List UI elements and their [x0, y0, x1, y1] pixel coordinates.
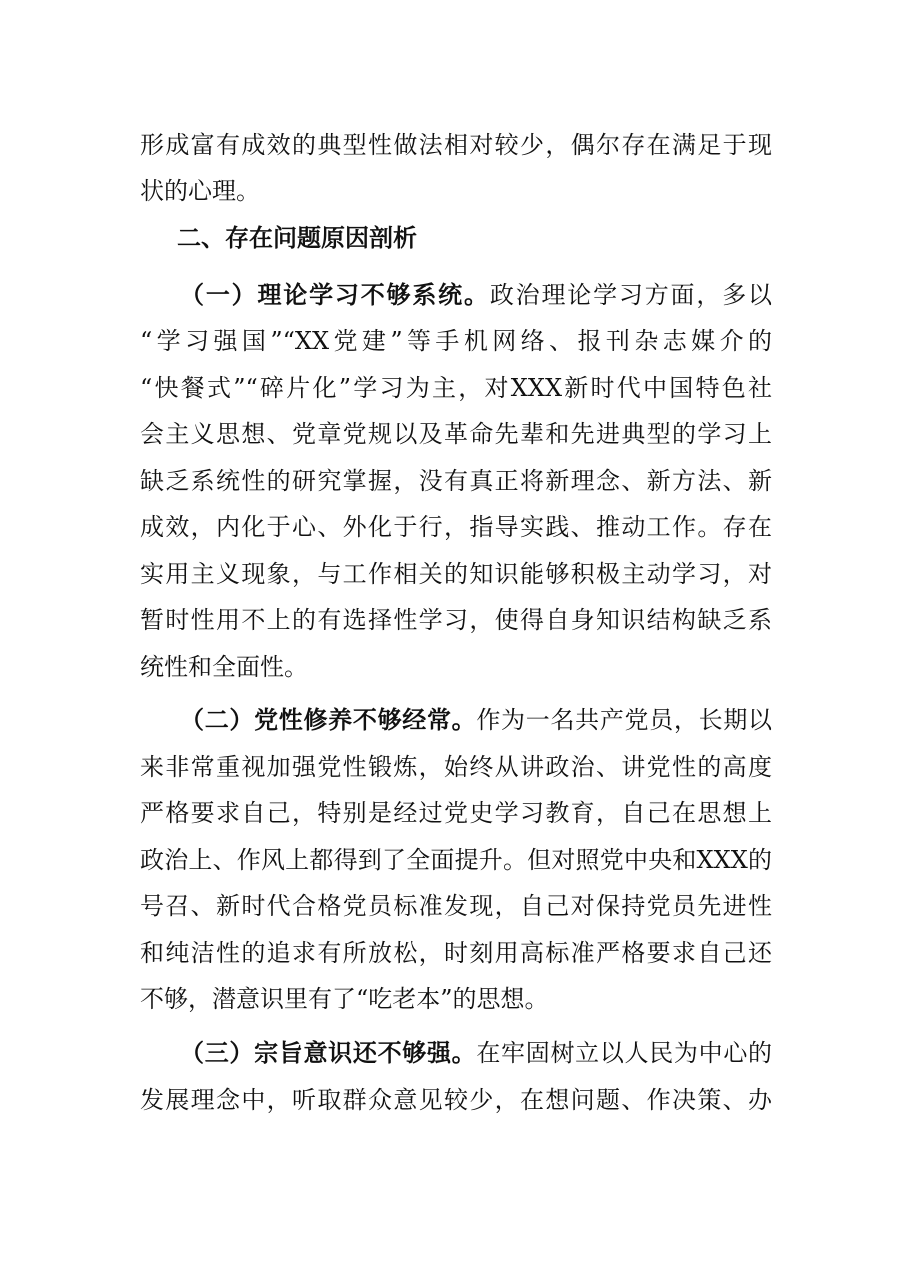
paragraph-line: “快餐式”“碎片化”学习为主，对XXX新时代中国特色社 [140, 374, 772, 402]
paragraph-line: 会主义思想、党章党规以及革命先辈和先进典型的学习上 [140, 420, 772, 448]
paragraph-line: 形成富有成效的典型性做法相对较少，偶尔存在满足于现 [140, 131, 772, 159]
paragraph-line: 状的心理。 [140, 177, 260, 205]
paragraph-line: 统性和全面性。 [140, 653, 308, 681]
paragraph-line: 成效，内化于心、外化于行，指导实践、推动工作。存在 [140, 513, 772, 541]
paragraph-line: “学习强国”“XX党建”等手机网络、报刊杂志媒介的 [140, 327, 772, 355]
paragraph-text: 政治理论学习方面，多以 [489, 281, 773, 309]
paragraph-line: 政治上、作风上都得到了全面提升。但对照党中央和XXX的 [140, 846, 772, 874]
subsection-heading: （一）理论学习不够系统。 [180, 281, 490, 309]
paragraph-line: 不够，潜意识里有了“吃老本”的思想。 [140, 985, 549, 1013]
paragraph-line [180, 275, 772, 315]
paragraph-line: 暂时性用不上的有选择性学习，使得自身知识结构缺乏系 [140, 606, 772, 634]
paragraph-line [180, 1033, 772, 1073]
subsection-heading: （二）党性修养不够经常。 [180, 706, 477, 734]
section-heading: 二、存在问题原因剖析 [177, 224, 417, 252]
paragraph-text: 在牢固树立以人民为中心的 [476, 1039, 773, 1067]
paragraph-line [180, 700, 772, 740]
paragraph-line: 发展理念中，听取群众意见较少，在想问题、作决策、办 [140, 1086, 772, 1114]
paragraph-text: 作为一名共产党员，长期以 [476, 706, 773, 734]
paragraph-line: 来非常重视加强党性锻炼，始终从讲政治、讲党性的高度 [140, 753, 772, 781]
subsection-heading: （三）宗旨意识还不够强。 [180, 1039, 477, 1067]
paragraph-line: 严格要求自己，特别是经过党史学习教育，自己在思想上 [140, 799, 772, 827]
paragraph-line: 缺乏系统性的研究掌握，没有真正将新理念、新方法、新 [140, 467, 772, 495]
paragraph-line: 号召、新时代合格党员标准发现，自己对保持党员先进性 [140, 892, 772, 920]
paragraph-line: 和纯洁性的追求有所放松，时刻用高标准严格要求自己还 [140, 939, 772, 967]
paragraph-line: 实用主义现象，与工作相关的知识能够积极主动学习，对 [140, 560, 772, 588]
